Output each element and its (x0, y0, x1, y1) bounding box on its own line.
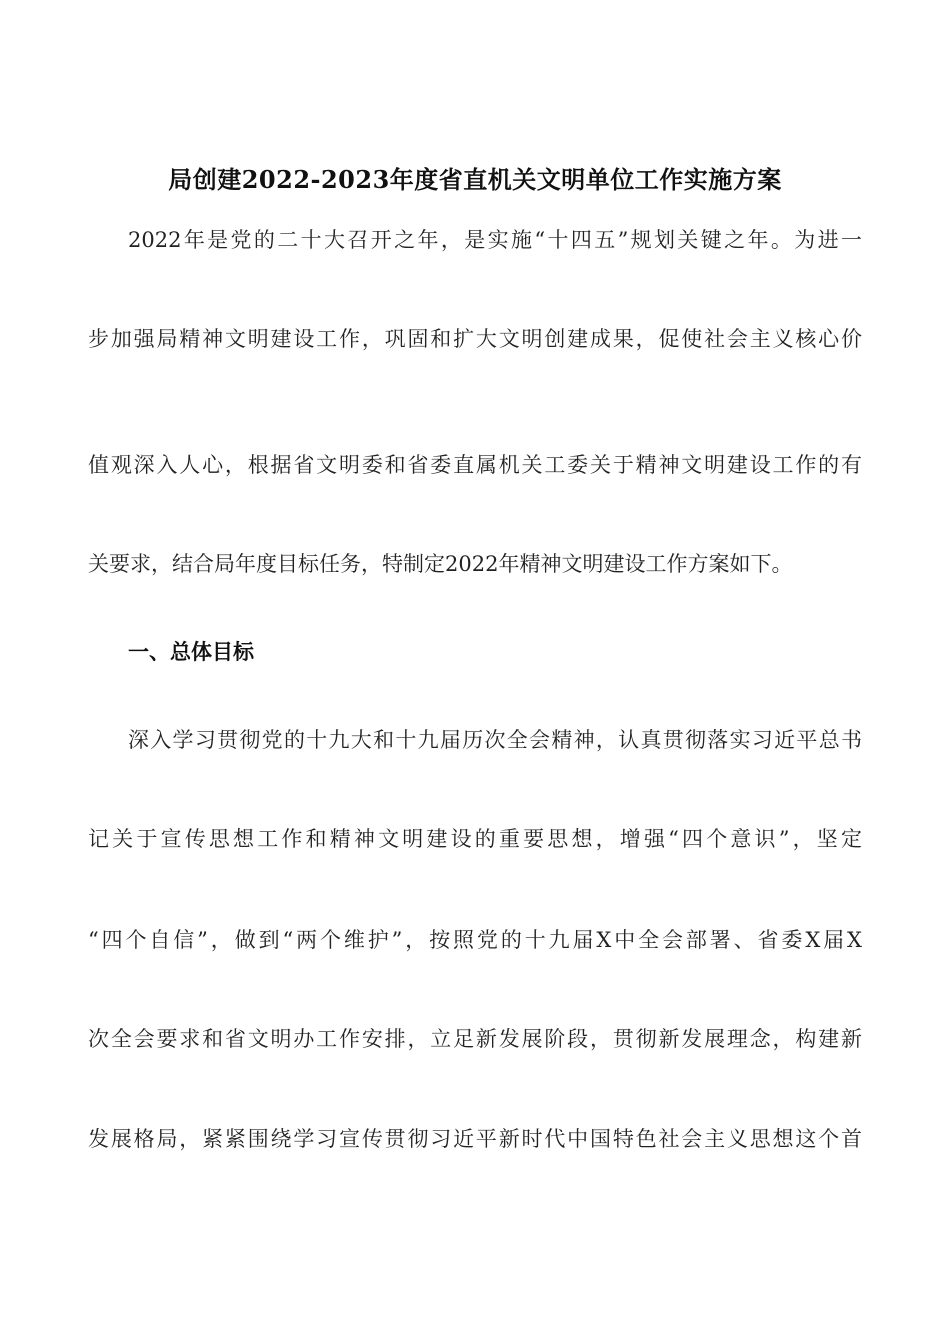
paragraph-line: 步加强局精神文明建设工作，巩固和扩大文明创建成果，促使社会主义核心价 (88, 327, 862, 351)
document-title: 局创建2022-2023年度省直机关文明单位工作实施方案 (168, 165, 782, 194)
paragraph-line: 2022年是党的二十大召开之年，是实施“十四五”规划关键之年。为进一 (128, 228, 862, 252)
paragraph-line: “四个自信”，做到“两个维护”，按照党的十九届X中全会部署、省委X届X (88, 928, 862, 952)
paragraph-line: 关要求，结合局年度目标任务，特制定2022年精神文明建设工作方案如下。 (88, 552, 793, 576)
paragraph-line: 值观深入人心，根据省文明委和省委直属机关工委关于精神文明建设工作的有 (88, 453, 862, 477)
paragraph-line: 记关于宣传思想工作和精神文明建设的重要思想，增强“四个意识”，坚定 (88, 827, 862, 851)
paragraph-line: 深入学习贯彻党的十九大和十九届历次全会精神，认真贯彻落实习近平总书 (128, 728, 862, 752)
paragraph-line: 发展格局，紧紧围绕学习宣传贯彻习近平新时代中国特色社会主义思想这个首 (88, 1127, 862, 1151)
paragraph-line: 次全会要求和省文明办工作安排，立足新发展阶段，贯彻新发展理念，构建新 (88, 1027, 862, 1051)
section-heading: 一、总体目标 (128, 639, 254, 664)
